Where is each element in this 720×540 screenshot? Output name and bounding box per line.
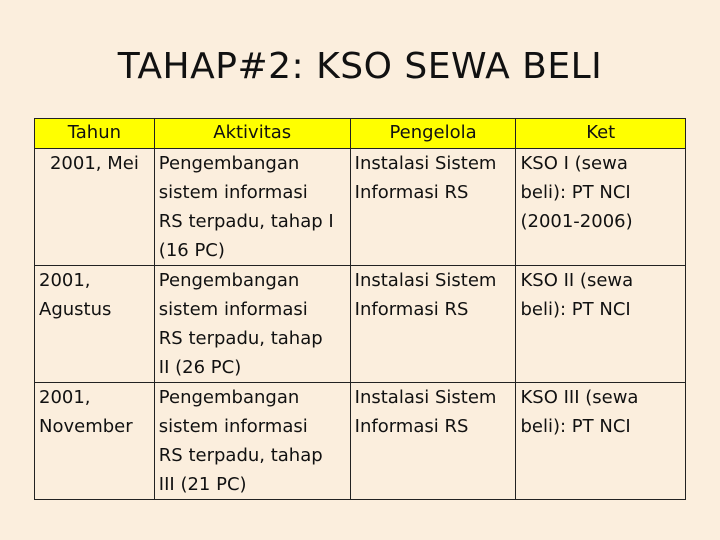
table-row: [35, 149, 686, 266]
cell-tahun: [35, 266, 155, 383]
header-ket: Ket: [516, 119, 686, 149]
header-pengelola: Pengelola: [350, 119, 516, 149]
cell-line: Informasi RS: [354, 416, 469, 437]
header-row: [35, 119, 686, 149]
cell-line: (16 PC): [158, 240, 225, 261]
cell-ket: [516, 383, 686, 500]
cell-line: beli): PT NCI: [520, 182, 631, 203]
cell-line: Instalasi Sistem: [354, 270, 497, 291]
cell-line: Instalasi Sistem: [354, 153, 497, 174]
cell-line: (2001-2006): [520, 211, 633, 232]
cell-ket: [516, 266, 686, 383]
table-row: [35, 266, 686, 383]
cell-line: 2001,: [39, 387, 91, 408]
cell-pengelola: [350, 266, 516, 383]
header-aktivitas: Aktivitas: [154, 119, 350, 149]
kso-table: [34, 118, 686, 500]
cell-line: RS terpadu, tahap: [158, 445, 323, 466]
cell-line: RS terpadu, tahap: [158, 328, 323, 349]
cell-line: Pengembangan: [158, 387, 300, 408]
cell-line: Informasi RS: [354, 299, 469, 320]
cell-line: sistem informasi: [158, 299, 308, 320]
cell-line: II (26 PC): [158, 357, 242, 378]
cell-line: KSO III (sewa: [520, 387, 639, 408]
cell-line: beli): PT NCI: [520, 416, 631, 437]
header-tahun: Tahun: [35, 119, 155, 149]
cell-line: sistem informasi: [158, 182, 308, 203]
cell-ket: [516, 149, 686, 266]
cell-tahun: [35, 149, 155, 266]
cell-line: Pengembangan: [158, 270, 300, 291]
cell-line: Pengembangan: [158, 153, 300, 174]
cell-pengelola: [350, 149, 516, 266]
cell-line: beli): PT NCI: [520, 299, 631, 320]
cell-pengelola: [350, 383, 516, 500]
cell-line: KSO II (sewa: [520, 270, 634, 291]
cell-line: November: [39, 416, 133, 437]
cell-line: sistem informasi: [158, 416, 308, 437]
cell-line: KSO I (sewa: [520, 153, 628, 174]
cell-line: Instalasi Sistem: [354, 387, 497, 408]
cell-aktivitas: [154, 383, 350, 500]
cell-line: Informasi RS: [354, 182, 469, 203]
cell-tahun: [35, 383, 155, 500]
cell-line: 2001,: [39, 270, 91, 291]
cell-aktivitas: [154, 266, 350, 383]
slide-title: TAHAP#2: KSO SEWA BELI: [117, 46, 603, 87]
cell-line: 2001, Mei: [49, 153, 139, 174]
table-row: [35, 383, 686, 500]
cell-aktivitas: [154, 149, 350, 266]
cell-line: Agustus: [39, 299, 112, 320]
cell-line: RS terpadu, tahap I: [158, 211, 334, 232]
cell-line: III (21 PC): [158, 474, 247, 495]
